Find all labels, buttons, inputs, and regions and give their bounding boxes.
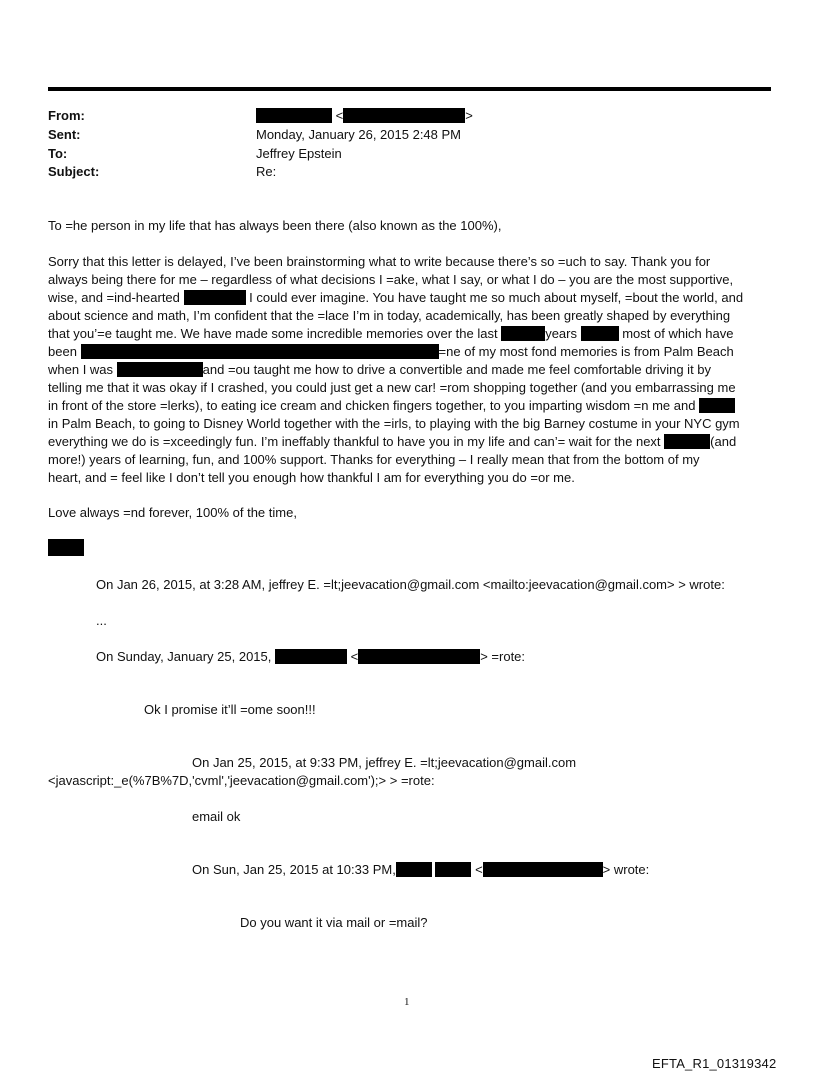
redaction-bar [664,434,710,449]
subject-label: Subject: [48,164,100,179]
body-line [48,290,743,305]
text-run: been [48,344,81,359]
redaction-bar [117,362,203,377]
body-line: Sorry that this letter is delayed, I’ve been brainstorming what to write because there’s so =uch to say. Thank you for [48,254,711,269]
redaction-bar [483,862,603,877]
text-run: everything we do is =xceedingly fun. I’m ineffably thankful to have you in my life and can’= wait for the next [48,434,665,449]
to-label: To: [48,146,68,161]
text-run: On Sun, Jan 25, 2015 at 10:33 PM, [192,862,396,877]
redaction-bar [501,326,545,341]
redaction-bar [184,290,246,305]
quote-header-1: On Jan 26, 2015, at 3:28 AM, jeffrey E. =lt;jeevacation@gmail.com <mailto:jeevacation@gmail.com> > wrote: [96,577,725,592]
quoted-reply-1: Ok I promise it’ll =ome soon!!! [144,702,316,717]
from-label: From: [48,108,85,123]
quote-ellipsis: ... [96,613,107,628]
body-line: always being there for me – regardless of what decisions I =ake, what I say, or what I do – you are the most supportive, [48,272,734,287]
from-lt: < [335,108,344,123]
text-run: On Sunday, January 25, 2015, [96,649,275,664]
closing: Love always =nd forever, 100% of the time, [48,505,297,520]
text-run: < [350,649,359,664]
redaction-bar [81,344,439,359]
body-line: about science and math, I’m confident that the =lace I’m in today, academically, has been greatly shaped by everything [48,308,731,323]
sent-label: Sent: [48,127,81,142]
text-run: years [545,326,581,341]
body-line [48,362,711,377]
redaction-bar [699,398,735,413]
salutation: To =he person in my life that has always been there (also known as the 100%), [48,218,502,233]
redaction-bar [435,862,471,877]
to-value: Jeffrey Epstein [256,146,342,161]
quote-header-3-line1: On Jan 25, 2015, at 9:33 PM, jeffrey E. =lt;jeevacation@gmail.com [192,755,577,770]
text-run: wise, and =ind-hearted [48,290,184,305]
redaction-bar [358,649,480,664]
body-line [48,398,735,413]
quote-header-2 [96,649,525,664]
text-run: (and [710,434,737,449]
redaction-bar [256,108,332,123]
body-line [48,344,734,359]
page-number: 1 [404,996,410,1008]
redaction-bar [396,862,432,877]
quoted-reply-2: email ok [192,809,241,824]
text-run: < [475,862,483,877]
quoted-reply-3: Do you want it via mail or =mail? [240,915,428,930]
redaction-bar [343,108,465,123]
from-value [256,108,473,123]
redaction-bar [581,326,619,341]
sent-value: Monday, January 26, 2015 2:48 PM [256,127,461,142]
text-run: in front of the store =lerks), to eating ice cream and chicken fingers together, to you imparting wisdom =n me and [48,398,700,413]
text-run: =ne of my most fond memories is from Palm Beach [438,344,734,359]
body-line: in Palm Beach, to going to Disney World together with the =irls, to playing with the big Barney costume in your NYC gym [48,416,740,431]
body-line: telling me that it was okay if I crashed, you could just get a new car! =rom shopping together (and you embarrassing me [48,380,736,395]
subject-value: Re: [256,164,277,179]
body-line [48,434,736,449]
redaction-bar [275,649,347,664]
text-run: > =rote: [480,649,526,664]
quote-header-4 [192,862,649,877]
quote-header-3-line2: <javascript:_e(%7B%7D,'cvml','jeevacation@gmail.com');> > =rote: [48,773,435,788]
body-line: more!) years of learning, fun, and 100% support. Thanks for everything – I really mean that from the bottom of my [48,452,700,467]
text-run: when I was [48,362,117,377]
text-run: and =ou taught me how to drive a convertible and made me feel comfortable driving it by [202,362,712,377]
document-id: EFTA_R1_01319342 [652,1056,777,1071]
body-line [48,326,734,341]
text-run: I could ever imagine. You have taught me so much about myself, =bout the world, and [245,290,744,305]
body-line: heart, and = feel like I don’t tell you enough how thankful I am for everything you do =or me. [48,470,575,485]
text-run: > wrote: [602,862,650,877]
text-run: that you’=e taught me. We have made some incredible memories over the last [48,326,502,341]
text-run: most of which have [622,326,734,341]
signature-redaction [48,539,84,556]
from-gt: > [465,108,473,123]
header-rule [48,87,771,91]
